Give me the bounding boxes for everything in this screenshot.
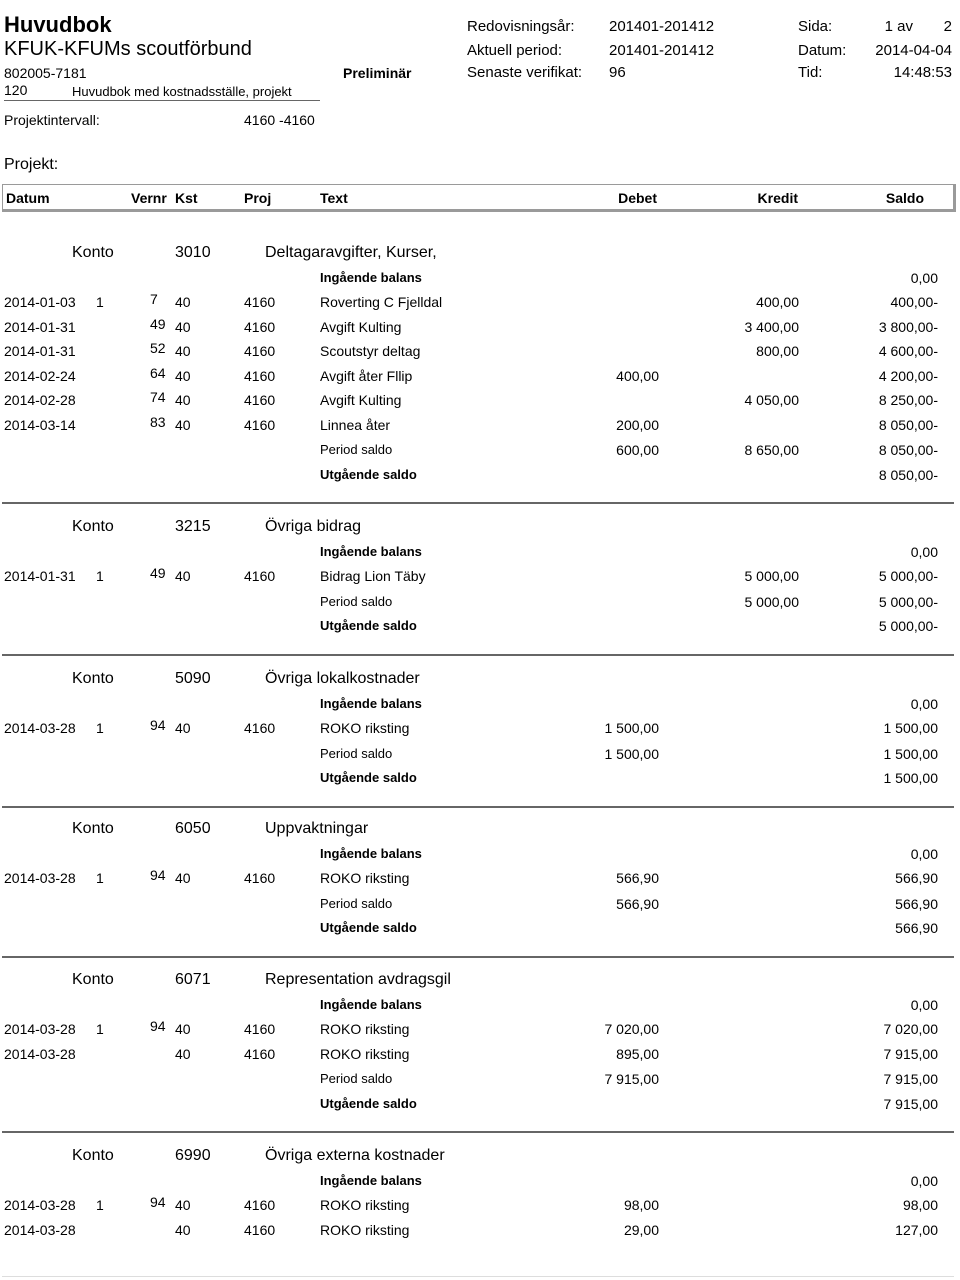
account-header <box>0 1147 960 1171</box>
col-vernr: Vernr <box>131 190 167 206</box>
entry-project: 4160 <box>244 1197 276 1213</box>
period-debet: 7 915,00 <box>604 1071 659 1087</box>
table-row <box>0 867 960 894</box>
account-name: Övriga lokalkostnader <box>265 670 420 687</box>
opening-balance-label: Ingående balans <box>320 270 422 285</box>
section-divider <box>2 654 954 656</box>
table-row <box>0 413 960 441</box>
table-row <box>0 717 960 744</box>
last-verification-label: Senaste verifikat: <box>467 64 583 81</box>
entry-text: Bidrag Lion Täby <box>320 568 426 584</box>
entry-kredit: 4 050,00 <box>744 392 799 408</box>
entry-kredit: 400,00 <box>756 294 799 310</box>
entry-project: 4160 <box>244 870 276 886</box>
entry-saldo: 3 800,00- <box>878 318 938 335</box>
period-debet: 566,90 <box>616 895 659 912</box>
closing-balance-label: Utgående saldo <box>320 770 417 785</box>
account-number: 6071 <box>175 971 211 988</box>
entry-cost-center: 40 <box>175 392 191 408</box>
opening-balance-value: 0,00 <box>910 846 938 862</box>
table-row <box>0 1222 960 1246</box>
account-label: Konto <box>72 1147 114 1164</box>
period-label: Aktuell period: <box>467 42 563 59</box>
closing-balance-row <box>0 770 960 794</box>
col-text: Text <box>320 190 348 206</box>
entry-project: 4160 <box>244 392 276 408</box>
col-debet: Debet <box>618 190 657 206</box>
closing-balance-value: 8 050,00- <box>878 466 938 483</box>
entry-saldo: 5 000,00- <box>878 568 938 584</box>
entry-text: ROKO riksting <box>320 1021 410 1037</box>
account-name: Uppvaktningar <box>265 820 369 837</box>
account-number: 6990 <box>175 1147 211 1164</box>
entry-voucher-number: 94 <box>150 1194 166 1210</box>
account-name: Deltagaravgifter, Kurser, <box>265 244 437 261</box>
account-number: 3215 <box>175 518 211 535</box>
account-header <box>0 820 960 844</box>
entry-voucher-number: 52 <box>150 340 166 356</box>
period-saldo-label: Period saldo <box>320 593 393 609</box>
entry-project: 4160 <box>244 367 276 384</box>
entry-text: Linnea åter <box>320 416 391 433</box>
section-divider <box>2 806 954 808</box>
entry-debet: 1 500,00 <box>604 720 659 736</box>
entry-series: 1 <box>96 1021 104 1037</box>
entry-saldo: 4 600,00- <box>878 343 938 359</box>
period-saldo: 5 000,00- <box>878 593 938 610</box>
closing-balance-row <box>0 618 960 642</box>
period-saldo-row <box>0 896 960 920</box>
project-interval-label: Projektintervall: <box>4 112 100 128</box>
entry-date: 2014-02-24 <box>4 367 76 384</box>
entry-cost-center: 40 <box>175 318 191 335</box>
account-label: Konto <box>72 244 114 261</box>
period-kredit: 8 650,00 <box>744 442 799 458</box>
period-debet: 600,00 <box>616 442 659 458</box>
entry-text: ROKO riksting <box>320 1045 410 1062</box>
period-saldo: 566,90 <box>895 895 938 912</box>
account-name: Övriga externa kostnader <box>265 1147 445 1164</box>
period-kredit: 5 000,00 <box>744 593 799 610</box>
entry-text: Avgift Kulting <box>320 318 402 335</box>
entry-date: 2014-03-28 <box>4 870 76 886</box>
table-row <box>0 389 960 416</box>
closing-balance-row <box>0 467 960 491</box>
entry-kredit: 800,00 <box>756 343 799 359</box>
entry-saldo: 566,90 <box>895 870 938 886</box>
closing-balance-value: 566,90 <box>895 920 938 936</box>
period-saldo-label: Period saldo <box>320 895 393 911</box>
opening-balance-value: 0,00 <box>910 696 938 712</box>
entry-text: ROKO riksting <box>320 720 410 736</box>
entry-cost-center: 40 <box>175 367 191 384</box>
entry-series: 1 <box>96 1197 104 1213</box>
entry-saldo: 8 050,00- <box>878 416 938 433</box>
entry-cost-center: 40 <box>175 568 191 584</box>
account-header <box>0 670 960 694</box>
entry-kredit: 3 400,00 <box>744 318 799 335</box>
entry-debet: 98,00 <box>623 1197 659 1213</box>
account-number: 6050 <box>175 820 211 837</box>
entry-text: Avgift åter Fllip <box>320 367 413 384</box>
entry-date: 2014-03-28 <box>4 1045 76 1062</box>
entry-debet: 400,00 <box>616 367 659 384</box>
closing-balance-label: Utgående saldo <box>320 920 417 935</box>
entry-debet: 895,00 <box>616 1045 659 1062</box>
account-number: 3010 <box>175 244 211 261</box>
entry-saldo: 4 200,00- <box>878 367 938 384</box>
entry-series: 1 <box>96 870 104 886</box>
entry-date: 2014-01-31 <box>4 343 76 359</box>
entry-cost-center: 40 <box>175 1021 191 1037</box>
closing-balance-label: Utgående saldo <box>320 1095 417 1111</box>
entry-text: Scoutstyr deltag <box>320 343 421 359</box>
account-name: Representation avdragsgil <box>265 971 451 988</box>
entry-date: 2014-02-28 <box>4 392 76 408</box>
closing-balance-value: 7 915,00 <box>883 1095 938 1112</box>
page-bottom-rule <box>2 1276 954 1277</box>
entry-saldo: 400,00- <box>890 294 938 310</box>
entry-cost-center: 40 <box>175 1197 191 1213</box>
date-value: 2014-04-04 <box>875 42 952 59</box>
opening-balance-row <box>0 846 960 870</box>
opening-balance-row <box>0 1173 960 1197</box>
entry-series: 1 <box>96 720 104 736</box>
organization-name: KFUK-KFUMs scoutförbund <box>4 38 252 60</box>
report-name: Huvudbok med kostnadsställe, projekt <box>72 84 292 99</box>
entry-voucher-number: 74 <box>150 389 166 405</box>
opening-balance-label: Ingående balans <box>320 997 422 1012</box>
opening-balance-value: 0,00 <box>910 997 938 1013</box>
entry-project: 4160 <box>244 416 276 433</box>
opening-balance-value: 0,00 <box>910 270 938 286</box>
period-saldo: 8 050,00- <box>878 442 938 458</box>
opening-balance-value: 0,00 <box>910 1173 938 1189</box>
period-saldo-label: Period saldo <box>320 745 393 761</box>
opening-balance-row <box>0 544 960 568</box>
table-row <box>0 364 960 392</box>
entry-cost-center: 40 <box>175 343 191 359</box>
page-value: 1 av <box>884 18 913 35</box>
closing-balance-row <box>0 1096 960 1120</box>
account-name: Övriga bidrag <box>265 518 362 535</box>
section-divider <box>2 1131 954 1133</box>
table-row <box>0 340 960 367</box>
col-saldo: Saldo <box>885 190 924 206</box>
period-saldo: 1 500,00 <box>883 745 938 762</box>
section-divider <box>2 502 954 504</box>
entry-voucher-number: 94 <box>150 717 166 733</box>
entry-cost-center: 40 <box>175 294 191 310</box>
table-row <box>0 291 960 318</box>
entry-voucher-number: 7 <box>150 291 158 307</box>
entry-date: 2014-03-28 <box>4 1021 76 1037</box>
entry-series: 1 <box>96 294 104 310</box>
table-row <box>0 1194 960 1221</box>
entry-text: ROKO riksting <box>320 1197 410 1213</box>
opening-balance-row <box>0 997 960 1021</box>
col-kredit: Kredit <box>757 190 798 206</box>
entry-project: 4160 <box>244 568 276 584</box>
opening-balance-row <box>0 270 960 294</box>
entry-text: Avgift Kulting <box>320 392 402 408</box>
period-saldo-row <box>0 442 960 466</box>
period-value: 201401-201412 <box>609 42 715 59</box>
entry-project: 4160 <box>244 1221 276 1238</box>
entry-text: ROKO riksting <box>320 870 410 886</box>
project-label: Projekt: <box>4 156 59 173</box>
entry-cost-center: 40 <box>175 870 191 886</box>
opening-balance-label: Ingående balans <box>320 1173 422 1188</box>
year-value: 201401-201412 <box>609 18 715 35</box>
report-title: Huvudbok <box>4 12 112 37</box>
table-row <box>0 1046 960 1070</box>
entry-project: 4160 <box>244 343 276 359</box>
entry-kredit: 5 000,00 <box>744 568 799 584</box>
account-label: Konto <box>72 670 114 687</box>
entry-date: 2014-03-14 <box>4 416 76 433</box>
account-header <box>0 518 960 542</box>
opening-balance-label: Ingående balans <box>320 544 422 559</box>
entry-debet: 200,00 <box>616 416 659 433</box>
account-header <box>0 244 960 268</box>
entry-cost-center: 40 <box>175 1045 191 1062</box>
entry-voucher-number: 83 <box>150 413 166 430</box>
entry-cost-center: 40 <box>175 1221 191 1238</box>
entry-date: 2014-01-03 <box>4 294 76 310</box>
entry-voucher-number: 49 <box>150 565 166 581</box>
account-label: Konto <box>72 518 114 535</box>
entry-voucher-number: 49 <box>150 315 166 332</box>
entry-voucher-number: 64 <box>150 364 166 381</box>
opening-balance-label: Ingående balans <box>320 696 422 711</box>
period-saldo-row <box>0 594 960 618</box>
period-saldo-row <box>0 1071 960 1095</box>
entry-debet: 566,90 <box>616 870 659 886</box>
entry-saldo: 7 020,00 <box>883 1021 938 1037</box>
closing-balance-value: 1 500,00 <box>883 770 938 786</box>
time-value: 14:48:53 <box>893 64 952 81</box>
page-total: 2 <box>943 18 952 35</box>
opening-balance-label: Ingående balans <box>320 846 422 861</box>
header-underline <box>4 100 320 101</box>
account-number: 5090 <box>175 670 211 687</box>
entry-cost-center: 40 <box>175 416 191 433</box>
entry-project: 4160 <box>244 720 276 736</box>
entry-date: 2014-01-31 <box>4 318 76 335</box>
entry-saldo: 1 500,00 <box>883 720 938 736</box>
entry-project: 4160 <box>244 318 276 335</box>
section-divider <box>2 956 954 958</box>
entry-text: ROKO riksting <box>320 1221 410 1238</box>
closing-balance-row <box>0 920 960 944</box>
entry-project: 4160 <box>244 1021 276 1037</box>
entry-saldo: 98,00 <box>902 1197 938 1213</box>
closing-balance-label: Utgående saldo <box>320 466 417 482</box>
report-status: Preliminär <box>343 65 412 81</box>
opening-balance-row <box>0 696 960 720</box>
opening-balance-value: 0,00 <box>910 544 938 560</box>
closing-balance-value: 5 000,00- <box>878 618 938 634</box>
entry-text: Roverting C Fjelldal <box>320 294 443 310</box>
account-header <box>0 971 960 995</box>
period-saldo-label: Period saldo <box>320 442 393 457</box>
organization-number: 802005-7181 <box>4 65 87 81</box>
closing-balance-label: Utgående saldo <box>320 618 417 633</box>
entry-debet: 7 020,00 <box>604 1021 659 1037</box>
year-label: Redovisningsår: <box>467 18 575 35</box>
col-proj: Proj <box>244 190 272 206</box>
entry-date: 2014-03-28 <box>4 1197 76 1213</box>
entry-voucher-number: 94 <box>150 867 166 883</box>
period-saldo: 7 915,00 <box>883 1071 938 1087</box>
entry-saldo: 7 915,00 <box>883 1045 938 1062</box>
entry-date: 2014-01-31 <box>4 568 76 584</box>
time-label: Tid: <box>798 64 823 81</box>
period-saldo-row <box>0 746 960 770</box>
date-label: Datum: <box>798 42 847 59</box>
entry-project: 4160 <box>244 1045 276 1062</box>
table-row <box>0 1018 960 1045</box>
col-datum: Datum <box>6 190 50 206</box>
report-code: 120 <box>4 82 28 98</box>
entry-debet: 29,00 <box>623 1221 659 1238</box>
col-kst: Kst <box>175 190 198 206</box>
entry-cost-center: 40 <box>175 720 191 736</box>
entry-voucher-number: 94 <box>150 1018 166 1034</box>
table-row <box>0 315 960 343</box>
entry-saldo: 8 250,00- <box>878 392 938 408</box>
account-label: Konto <box>72 820 114 837</box>
period-saldo-label: Period saldo <box>320 1071 393 1086</box>
project-interval-value: 4160 -4160 <box>244 112 315 128</box>
period-debet: 1 500,00 <box>604 745 659 762</box>
account-label: Konto <box>72 971 114 988</box>
entry-series: 1 <box>96 568 104 584</box>
entry-date: 2014-03-28 <box>4 1221 76 1238</box>
page-label: Sida: <box>798 18 833 35</box>
last-verification-value: 96 <box>609 64 626 81</box>
entry-project: 4160 <box>244 294 276 310</box>
table-row <box>0 565 960 592</box>
entry-date: 2014-03-28 <box>4 720 76 736</box>
entry-saldo: 127,00 <box>895 1221 938 1238</box>
